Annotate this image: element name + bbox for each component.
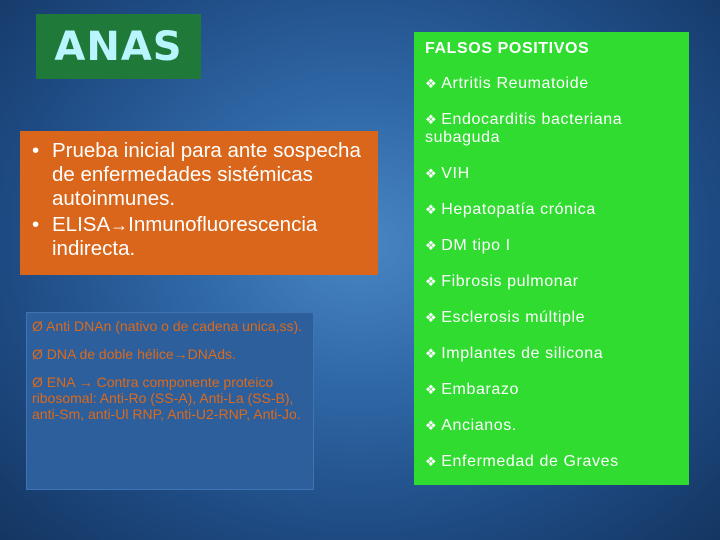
diamond-icon: ❖ xyxy=(425,112,438,127)
intro-text-before: ELISA xyxy=(52,213,111,236)
slide-title: ANAS xyxy=(36,14,201,79)
list-item xyxy=(425,201,681,219)
list-item xyxy=(425,273,681,291)
list-item-label: Endocarditis bacteriana subaguda xyxy=(425,111,623,146)
antibodies-box xyxy=(26,312,314,490)
arrowhead-icon: Ø xyxy=(32,374,43,390)
false-positives-box xyxy=(414,32,689,485)
list-item-label: Esclerosis múltiple xyxy=(441,309,586,326)
arrowhead-icon: Ø xyxy=(32,346,43,362)
antibody-text-after: Contra componente proteico ribosomal: Anti-Ro (SS-A), Anti-La (SS-B), anti-Sm, anti-Ul RNP, Anti-U2-RNP, Anti-Jo. xyxy=(32,374,301,422)
list-item xyxy=(425,165,681,183)
intro-box xyxy=(20,131,378,275)
diamond-icon: ❖ xyxy=(425,202,438,217)
arrowhead-icon: Ø xyxy=(32,318,43,334)
list-item-label: VIH xyxy=(441,165,470,182)
list-item xyxy=(425,111,681,147)
bullet-icon: • xyxy=(32,213,40,236)
intro-text-after: Inmunofluorescencia indirecta. xyxy=(52,213,318,260)
list-item xyxy=(425,309,681,327)
antibody-text-after: DNAds. xyxy=(187,346,236,362)
arrow-icon: → xyxy=(78,374,93,390)
intro-item xyxy=(26,139,368,211)
list-item xyxy=(425,237,681,255)
bullet-icon: • xyxy=(32,139,40,162)
list-item xyxy=(425,381,681,399)
list-item-label: Artritis Reumatoide xyxy=(441,75,589,92)
diamond-icon: ❖ xyxy=(425,310,438,325)
list-item-label: Enfermedad de Graves xyxy=(441,453,619,470)
list-item-label: Hepatopatía crónica xyxy=(441,201,596,218)
intro-text: Prueba inicial para ante sospecha de enfermedades sistémicas autoinmunes. xyxy=(52,139,361,210)
antibody-text-before: DNA de doble hélice xyxy=(46,346,174,362)
list-item xyxy=(425,453,681,471)
list-item-label: DM tipo I xyxy=(441,237,511,254)
antibody-item xyxy=(32,346,308,362)
false-positives-heading: FALSOS POSITIVOS xyxy=(425,40,590,57)
list-item xyxy=(425,417,681,435)
diamond-icon: ❖ xyxy=(425,166,438,181)
list-item-label: Fibrosis pulmonar xyxy=(441,273,579,290)
intro-item xyxy=(26,213,368,261)
list-item-label: Implantes de silicona xyxy=(441,345,604,362)
diamond-icon: ❖ xyxy=(425,76,438,91)
diamond-icon: ❖ xyxy=(425,454,438,469)
arrow-icon: → xyxy=(110,215,129,235)
list-item-label: Ancianos. xyxy=(441,417,517,434)
antibody-text-before: ENA xyxy=(46,374,79,390)
antibody-item xyxy=(32,318,308,334)
antibody-item xyxy=(32,374,308,422)
diamond-icon: ❖ xyxy=(425,382,438,397)
diamond-icon: ❖ xyxy=(425,238,438,253)
antibody-text: Anti DNAn (nativo o de cadena unica,ss). xyxy=(46,318,303,334)
list-item-label: Embarazo xyxy=(441,381,519,398)
arrow-icon: → xyxy=(173,346,188,362)
diamond-icon: ❖ xyxy=(425,346,438,361)
diamond-icon: ❖ xyxy=(425,418,438,433)
list-item xyxy=(425,75,681,93)
diamond-icon: ❖ xyxy=(425,274,438,289)
list-item xyxy=(425,345,681,363)
